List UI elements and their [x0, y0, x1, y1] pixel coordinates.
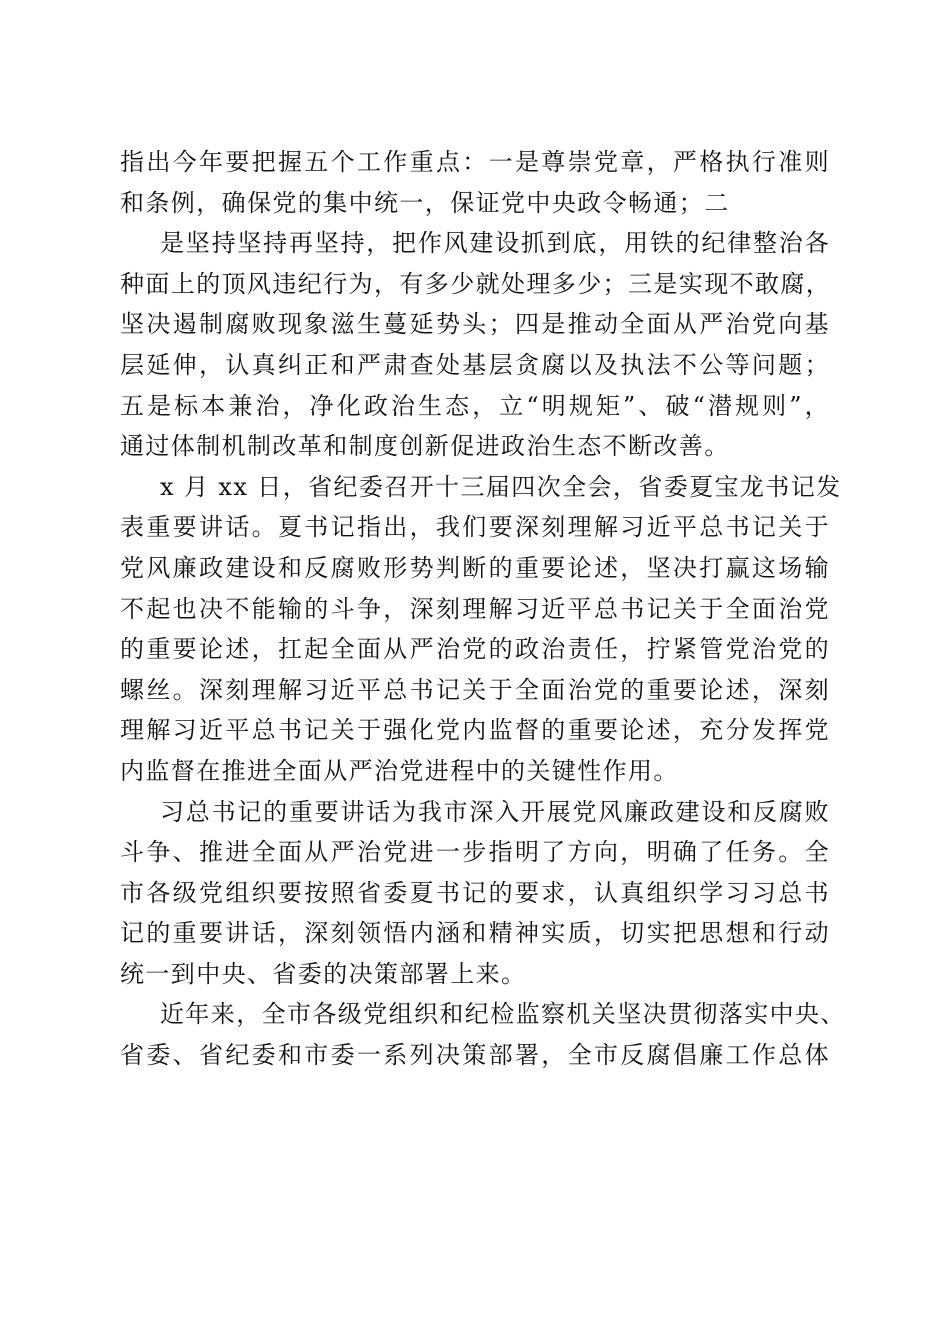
text-line: 螺丝。深刻理解习近平总书记关于全面治党的重要论述，深刻 [120, 675, 830, 704]
text-line: 斗争、推进全面从严治党进一步指明了方向，明确了任务。全 [120, 838, 830, 867]
text-line: 指出今年要把握五个工作重点：一是尊崇党章，严格执行准则 [120, 148, 830, 176]
text-line: 记的重要讲话，深刻领悟内涵和精神实质，切实把思想和行动 [120, 919, 830, 948]
text-line: 是坚持坚持再坚持，把作风建设抓到底，用铁的纪律整治各 [160, 229, 830, 258]
text-line: 坚决遏制腐败现象滋生蔓延势头；四是推动全面从严治党向基 [120, 310, 830, 339]
text-line: x 月 xx 日，省纪委召开十三届四次全会，省委夏宝龙书记发 [160, 472, 842, 501]
text-line: 和条例，确保党的集中统一，保证党中央政令畅通；二 [120, 188, 730, 217]
text-line: 不起也决不能输的斗争，深刻理解习近平总书记关于全面治党 [120, 594, 830, 623]
text-line: 习总书记的重要讲话为我市深入开展党风廉政建设和反腐败 [160, 797, 830, 826]
text-line: 通过体制机制改革和制度创新促进政治生态不断改善。 [120, 432, 730, 461]
text-line: 种面上的顶风违纪行为，有多少就处理多少；三是实现不敢腐， [120, 269, 832, 298]
text-line: 内监督在推进全面从严治党进程中的关键性作用。 [120, 756, 679, 785]
text-line: 五是标本兼治，净化政治生态，立“明规矩”、破“潜规则”， [120, 391, 830, 420]
text-line: 市各级党组织要按照省委夏书记的要求，认真组织学习习总书 [120, 878, 830, 907]
text-line: 省委、省纪委和市委一系列决策部署，全市反腐倡廉工作总体 [120, 1041, 830, 1070]
text-line: 的重要论述，扛起全面从严治党的政治责任，拧紧管党治党的 [120, 635, 830, 664]
text-line: 党风廉政建设和反腐败形势判断的重要论述，坚决打赢这场输 [120, 553, 830, 582]
text-line: 层延伸，认真纠正和严肃查处基层贪腐以及执法不公等问题； [120, 350, 830, 379]
body-text [120, 142, 846, 1076]
text-line: 理解习近平总书记关于强化党内监督的重要论述，充分发挥党 [120, 716, 830, 745]
text-line: 近年来，全市各级党组织和纪检监察机关坚决贯彻落实中央、 [160, 1000, 846, 1029]
text-line: 统一到中央、省委的决策部署上来。 [120, 959, 527, 988]
text-line: 表重要讲话。夏书记指出，我们要深刻理解习近平总书记关于 [120, 513, 830, 542]
